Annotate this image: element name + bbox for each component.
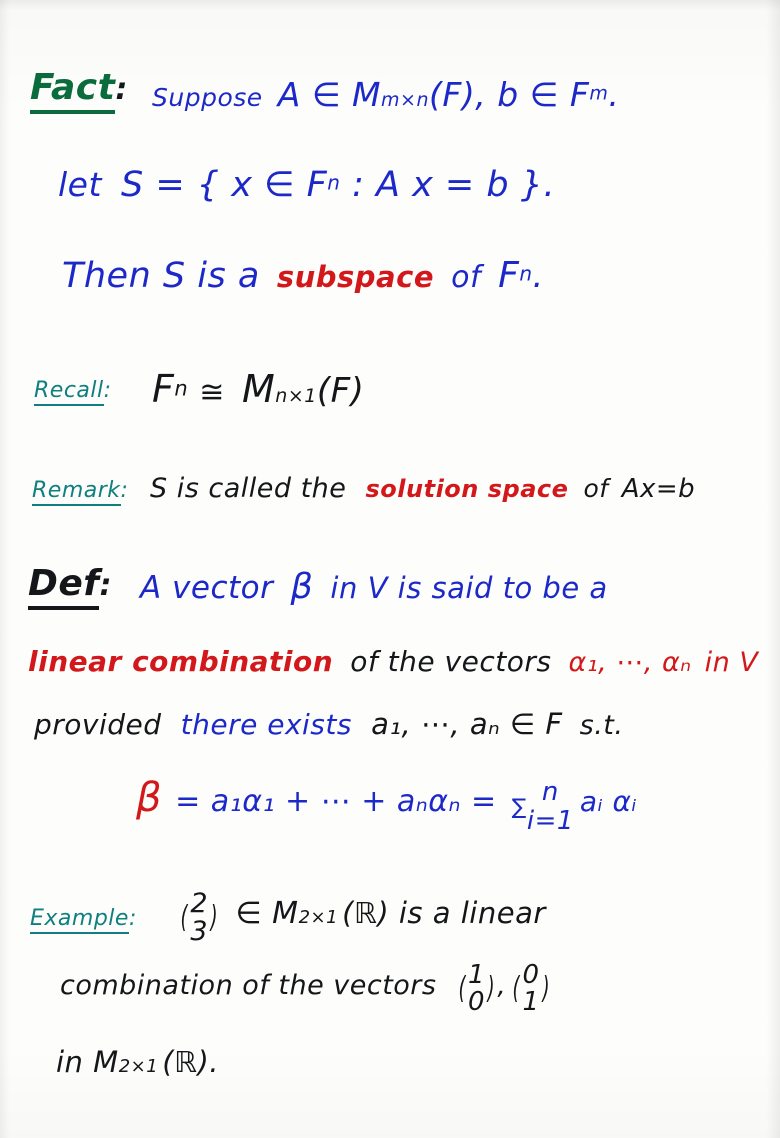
example-label: Example xyxy=(30,906,129,934)
example-line2-text: combination of the vectors xyxy=(60,969,437,1001)
def-such-that: s.t. xyxy=(579,710,624,741)
definition-line-3 xyxy=(34,707,624,741)
paren-close-2: ) xyxy=(487,971,495,1007)
remark-highlight: solution space xyxy=(365,475,569,503)
remark-label: Remark xyxy=(32,478,121,506)
example-vector-1-bottom: 3 xyxy=(190,916,209,948)
def-line1-start: A vector xyxy=(140,570,274,606)
fact-line1-tail: (F), b ∈ F xyxy=(429,75,590,114)
fact-let: let xyxy=(58,165,102,204)
fact-line-3 xyxy=(62,255,544,296)
example-line-1 xyxy=(178,890,546,947)
recall-label: Recall xyxy=(34,378,104,406)
example-line1-tail: (ℝ) is a linear xyxy=(342,895,546,930)
fact-line2-tail: : A x = b }. xyxy=(340,165,556,205)
fact-line-2 xyxy=(58,165,556,205)
example-line-3 xyxy=(56,1045,220,1079)
fact-line1-body: A ∈ M xyxy=(277,75,382,114)
example-vector-3-entries xyxy=(522,962,539,1017)
recall-rhs-sub: n×1 xyxy=(275,385,317,407)
recall-lhs: F xyxy=(152,367,175,411)
remark-text-after: of xyxy=(583,474,609,503)
recall-body xyxy=(152,367,365,411)
paren-open-2: ( xyxy=(458,971,466,1007)
remark-colon: : xyxy=(120,478,129,503)
example-vector-3 xyxy=(510,962,552,1017)
fact-line3-tail: F xyxy=(498,255,520,296)
example-colon: : xyxy=(128,906,137,931)
fact-line1-sup: m xyxy=(589,82,609,105)
fact-line1-sub: m×n xyxy=(381,89,430,111)
paper-edge-left xyxy=(0,0,10,1138)
example-vector-3-bottom: 1 xyxy=(522,987,540,1018)
definition-line-1 xyxy=(140,567,608,607)
paper-edge-right xyxy=(766,0,780,1138)
example-vector-2 xyxy=(456,962,498,1017)
def-eq-sum-lower: i=1 xyxy=(526,805,574,836)
example-vector-1-top: 2 xyxy=(190,888,209,919)
example-vector-1-entries xyxy=(190,890,208,947)
recall-relation: ≅ xyxy=(199,375,225,410)
def-line2-alphas: α₁, ⋯, αₙ xyxy=(568,647,692,678)
paper-edge-top xyxy=(0,0,780,10)
def-scalars: a₁, ⋯, aₙ ∈ F xyxy=(371,707,563,741)
fact-then: Then S is a xyxy=(62,256,260,296)
def-eq-sum-symbol: ∑ xyxy=(511,794,527,820)
def-linear-combination-highlight: linear combination xyxy=(28,645,334,678)
fact-line2-body: S = { x ∈ F xyxy=(121,165,328,205)
def-eq-sum-term: aᵢ αᵢ xyxy=(579,785,637,819)
def-label: Def xyxy=(28,563,99,610)
recall-rhs-tail: (F) xyxy=(316,371,365,411)
fact-line2-sup: n xyxy=(327,170,341,195)
fact-label: Fact xyxy=(30,67,115,114)
def-line2-tail: in V xyxy=(704,647,759,678)
remark-text-before: S is called the xyxy=(150,473,347,504)
example-line3-sub: 2×1 xyxy=(118,1056,159,1077)
def-beta-symbol: β xyxy=(290,567,314,607)
definition-line-2 xyxy=(28,645,759,678)
recall-lhs-sup: n xyxy=(174,376,189,401)
example-vector-1 xyxy=(178,890,220,947)
def-colon: : xyxy=(99,568,112,603)
def-eq-sum-limits xyxy=(527,778,574,835)
fact-line3-sup: n xyxy=(519,261,533,286)
example-line3-tail: (ℝ). xyxy=(162,1045,220,1079)
recall-heading xyxy=(34,380,112,402)
paren-close-1: ) xyxy=(210,900,218,936)
remark-body xyxy=(150,475,695,502)
fact-line1-period: . xyxy=(608,75,620,114)
paren-open-1: ( xyxy=(180,900,188,936)
definition-equation xyxy=(136,775,637,836)
fact-suppose: Suppose xyxy=(152,83,263,112)
example-vector-2-top: 1 xyxy=(467,960,485,990)
example-vector-separator: , xyxy=(497,970,507,1001)
fact-subspace-highlight: subspace xyxy=(276,260,434,294)
recall-colon: : xyxy=(103,378,112,403)
fact-heading xyxy=(30,67,128,108)
remark-heading xyxy=(32,480,128,502)
def-line1-mid: in V is said to be a xyxy=(330,571,608,605)
recall-rhs: M xyxy=(242,367,276,411)
remark-equation: Ax=b xyxy=(621,474,696,504)
fact-line-1 xyxy=(152,75,620,114)
example-line1-mid: ∈ M xyxy=(235,895,299,931)
fact-of: of xyxy=(451,260,482,295)
example-line3-prefix: in M xyxy=(56,1045,119,1079)
def-there-exists: there exists xyxy=(180,708,352,741)
example-heading xyxy=(30,908,137,930)
example-line-2 xyxy=(60,962,552,1017)
def-line2-mid: of the vectors xyxy=(350,645,552,678)
def-eq-beta: β xyxy=(136,775,163,822)
example-line1-sub: 2×1 xyxy=(298,906,339,928)
fact-line3-period: . xyxy=(532,256,544,296)
paren-open-3: ( xyxy=(512,971,520,1007)
def-eq-sum-upper: n xyxy=(541,777,559,807)
fact-colon: : xyxy=(115,72,128,107)
def-provided: provided xyxy=(34,708,162,741)
example-vector-2-entries xyxy=(468,962,485,1017)
definition-heading xyxy=(28,563,112,604)
def-eq-body: = a₁α₁ + ⋯ + aₙαₙ = xyxy=(175,784,497,820)
example-vector-2-bottom: 0 xyxy=(467,987,485,1018)
paren-close-3: ) xyxy=(541,971,550,1007)
example-vector-3-top: 0 xyxy=(522,960,540,990)
